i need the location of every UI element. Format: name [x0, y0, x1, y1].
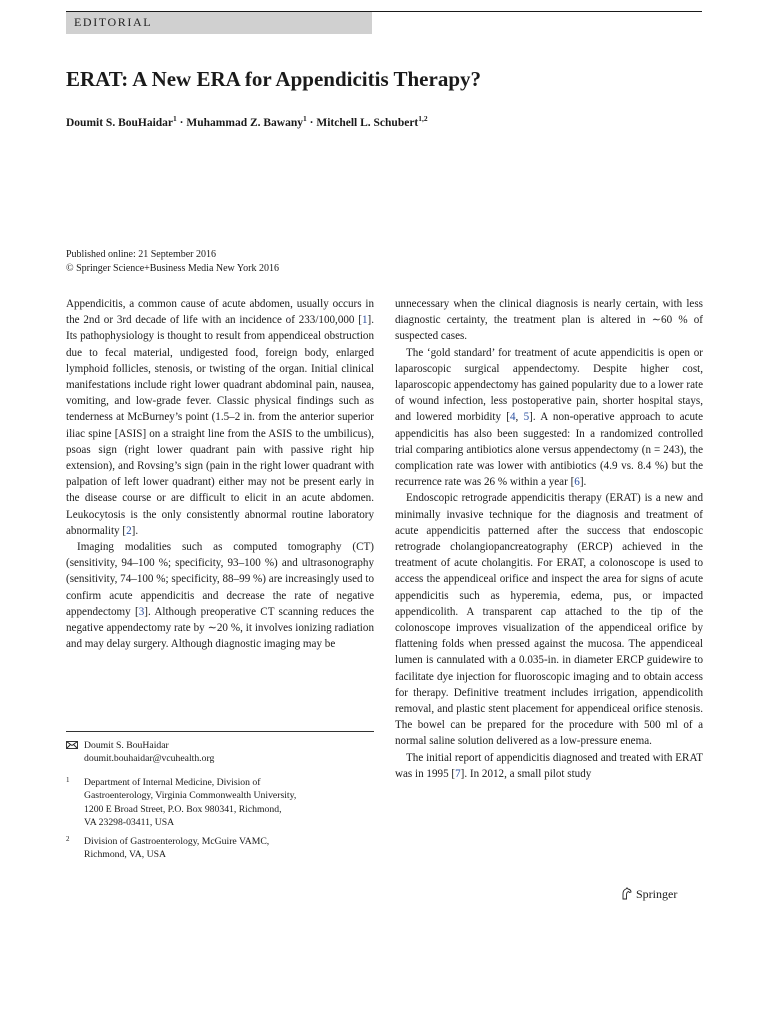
- affiliation-line: Division of Gastroenterology, McGuire VAMC,: [84, 836, 270, 847]
- citation-link[interactable]: 2: [126, 524, 132, 537]
- contact-name: Doumit S. BouHaidar: [84, 740, 169, 751]
- citation-link[interactable]: 3: [138, 605, 145, 618]
- author-separator: ·: [176, 117, 187, 129]
- author-separator: ·: [306, 117, 317, 129]
- author-name[interactable]: Doumit S. BouHaidar: [66, 117, 174, 129]
- author-name[interactable]: Muhammad Z. Bawany: [186, 117, 304, 129]
- affiliation-number: 1: [66, 776, 70, 784]
- envelope-icon: [66, 741, 78, 749]
- author-name[interactable]: Mitchell L. Schubert: [316, 117, 419, 129]
- citation-link[interactable]: 7: [455, 767, 461, 780]
- publisher-name: Springer: [636, 887, 678, 901]
- affiliation-line: 1200 E Broad Street, P.O. Box 980341, Richmond,: [84, 803, 282, 815]
- citation-link[interactable]: 4: [510, 411, 516, 424]
- author-list: [66, 114, 702, 129]
- body-paragraph: The ‘gold standard’ for treatment of acute appendicitis is open or laparoscopic surgical appendectomy. Despite higher cost, laparoscopic appendectomy has gained popularity due to a lower rate of wound infection, less postoperative pain, shorter hospital stays, and lowered morbidity [4, 5]. A non-operative approach to acute appendicitis has also been suggested: In a randomized controlled trial comparing antibiotics alone versus appendectomy (n = 243), the complication rate was lower with antibiotics (4.9 vs. 8.4 %) but the recurrence rate was 26 % within a year [6].: [395, 346, 704, 489]
- affiliation-line: Richmond, VA, USA: [84, 849, 166, 861]
- published-date: Published online: 21 September 2016: [66, 249, 216, 260]
- copyright-notice: © Springer Science+Business Media New York 2016: [66, 262, 279, 274]
- publication-info: [66, 248, 466, 275]
- body-column-left: [66, 296, 374, 652]
- citation-link[interactable]: 5: [523, 411, 530, 424]
- body-paragraph: Appendicitis, a common cause of acute abdomen, usually occurs in the 2nd or 3rd decade of life with an incidence of 233/100,000 [1]. Its pathophysiology is thought to result from appendiceal obstruction due to fecal material, undigested food, foreign body, enlarged lymphoid follicles, stenosis, or twisting of the organ. Initial clinical manifestations include right lower quadrant abdominal pain, nausea, vomiting, and low-grade fever. Classic physical findings such as tenderness at McBurney’s point (1.5–2 in. from the anterior superior iliac spine [ASIS] on a straight line from the ASIS to the umbilicus), psoas sign (right lower quadrant pain with passive right hip extension), and Rovsing’s sign (pain in the right lower quadrant with palpation of left lower quadrant) either may not be present early in the disease course or are difficult to elicit in an acute abdomen. Leukocytosis is the only consistently abnormal routine laboratory abnormality [2].: [66, 298, 374, 537]
- affiliation-number: 2: [66, 835, 70, 843]
- body-paragraph: Endoscopic retrograde appendicitis therapy (ERAT) is a new and minimally invasive technique for the diagnosis and treatment of acute appendicitis patterned after the success that endoscopic retrograde cholangiopancreatography (ERCP) achieved in the treatment of acute cholangitis. For ERAT, a colonoscope is used to access the appendiceal orifice and inspect the area for signs of acute appendicitis such as hyperemia, edema, pus, or impacted appendicolith. A transparent cap attached to the tip of the colonoscope improves visualization of the appendiceal orifice by flattening folds when pressed against the mucosa. The appendiceal lumen is cannulated with a 0.035-in. in diameter ERCP guidewire to facilitate dye injection for fluoroscopic imaging and to obtain access for therapy. Definitive treatment includes irrigation, appendicolith removal, and plastic stent placement for appendiceal orifice stenosis. The bowel can be prepared for the procedure with 500 ml of a normal saline solution delivered as a low-pressure enema.: [395, 492, 703, 748]
- body-column-right: [395, 296, 703, 782]
- body-paragraph: Imaging modalities such as computed tomography (CT) (sensitivity, 94–100 %; specificity, 93–100 %) and ultrasonography (sensitivity, 74–100 %; specificity, 88–99 %) are increasingly used to confirm acute appendicitis and decrease the rate of negative appendectomy [3]. Although preoperative CT scanning reduces the negative appendectomy rate by ∼20 %, it involves ionizing radiation and may delay surgery. Although diagnostic imaging may be: [66, 541, 374, 651]
- body-paragraph: unnecessary when the clinical diagnosis is nearly certain, with less diagnostic certainty, the treatment plan is altered in ∼60 % of suspected cases.: [395, 298, 703, 343]
- affiliation-line: VA 23298-03411, USA: [84, 817, 175, 829]
- section-label: EDITORIAL: [74, 15, 153, 29]
- affiliation-line: Department of Internal Medicine, Division of: [84, 777, 261, 788]
- author-affiliation: 1: [173, 114, 177, 123]
- citation-link[interactable]: 1: [361, 314, 368, 327]
- section-bar: [66, 12, 372, 34]
- springer-horse-icon: [620, 887, 633, 900]
- citation-link[interactable]: 6: [574, 476, 580, 489]
- author-affiliation: 1,2: [418, 114, 428, 123]
- contact-email[interactable]: doumit.bouhaidar@vcuhealth.org: [84, 752, 215, 764]
- article-title: ERAT: A New ERA for Appendicitis Therapy?: [66, 67, 481, 91]
- author-affiliation: 1: [303, 114, 307, 123]
- affiliation-line: Gastroenterology, Virginia Commonwealth University,: [84, 790, 297, 802]
- body-paragraph: The initial report of appendicitis diagnosed and treated with ERAT was in 1995 [7]. In 2012, a small pilot study: [395, 751, 703, 780]
- publisher-mark: [620, 887, 677, 902]
- footnote-divider: [66, 731, 374, 732]
